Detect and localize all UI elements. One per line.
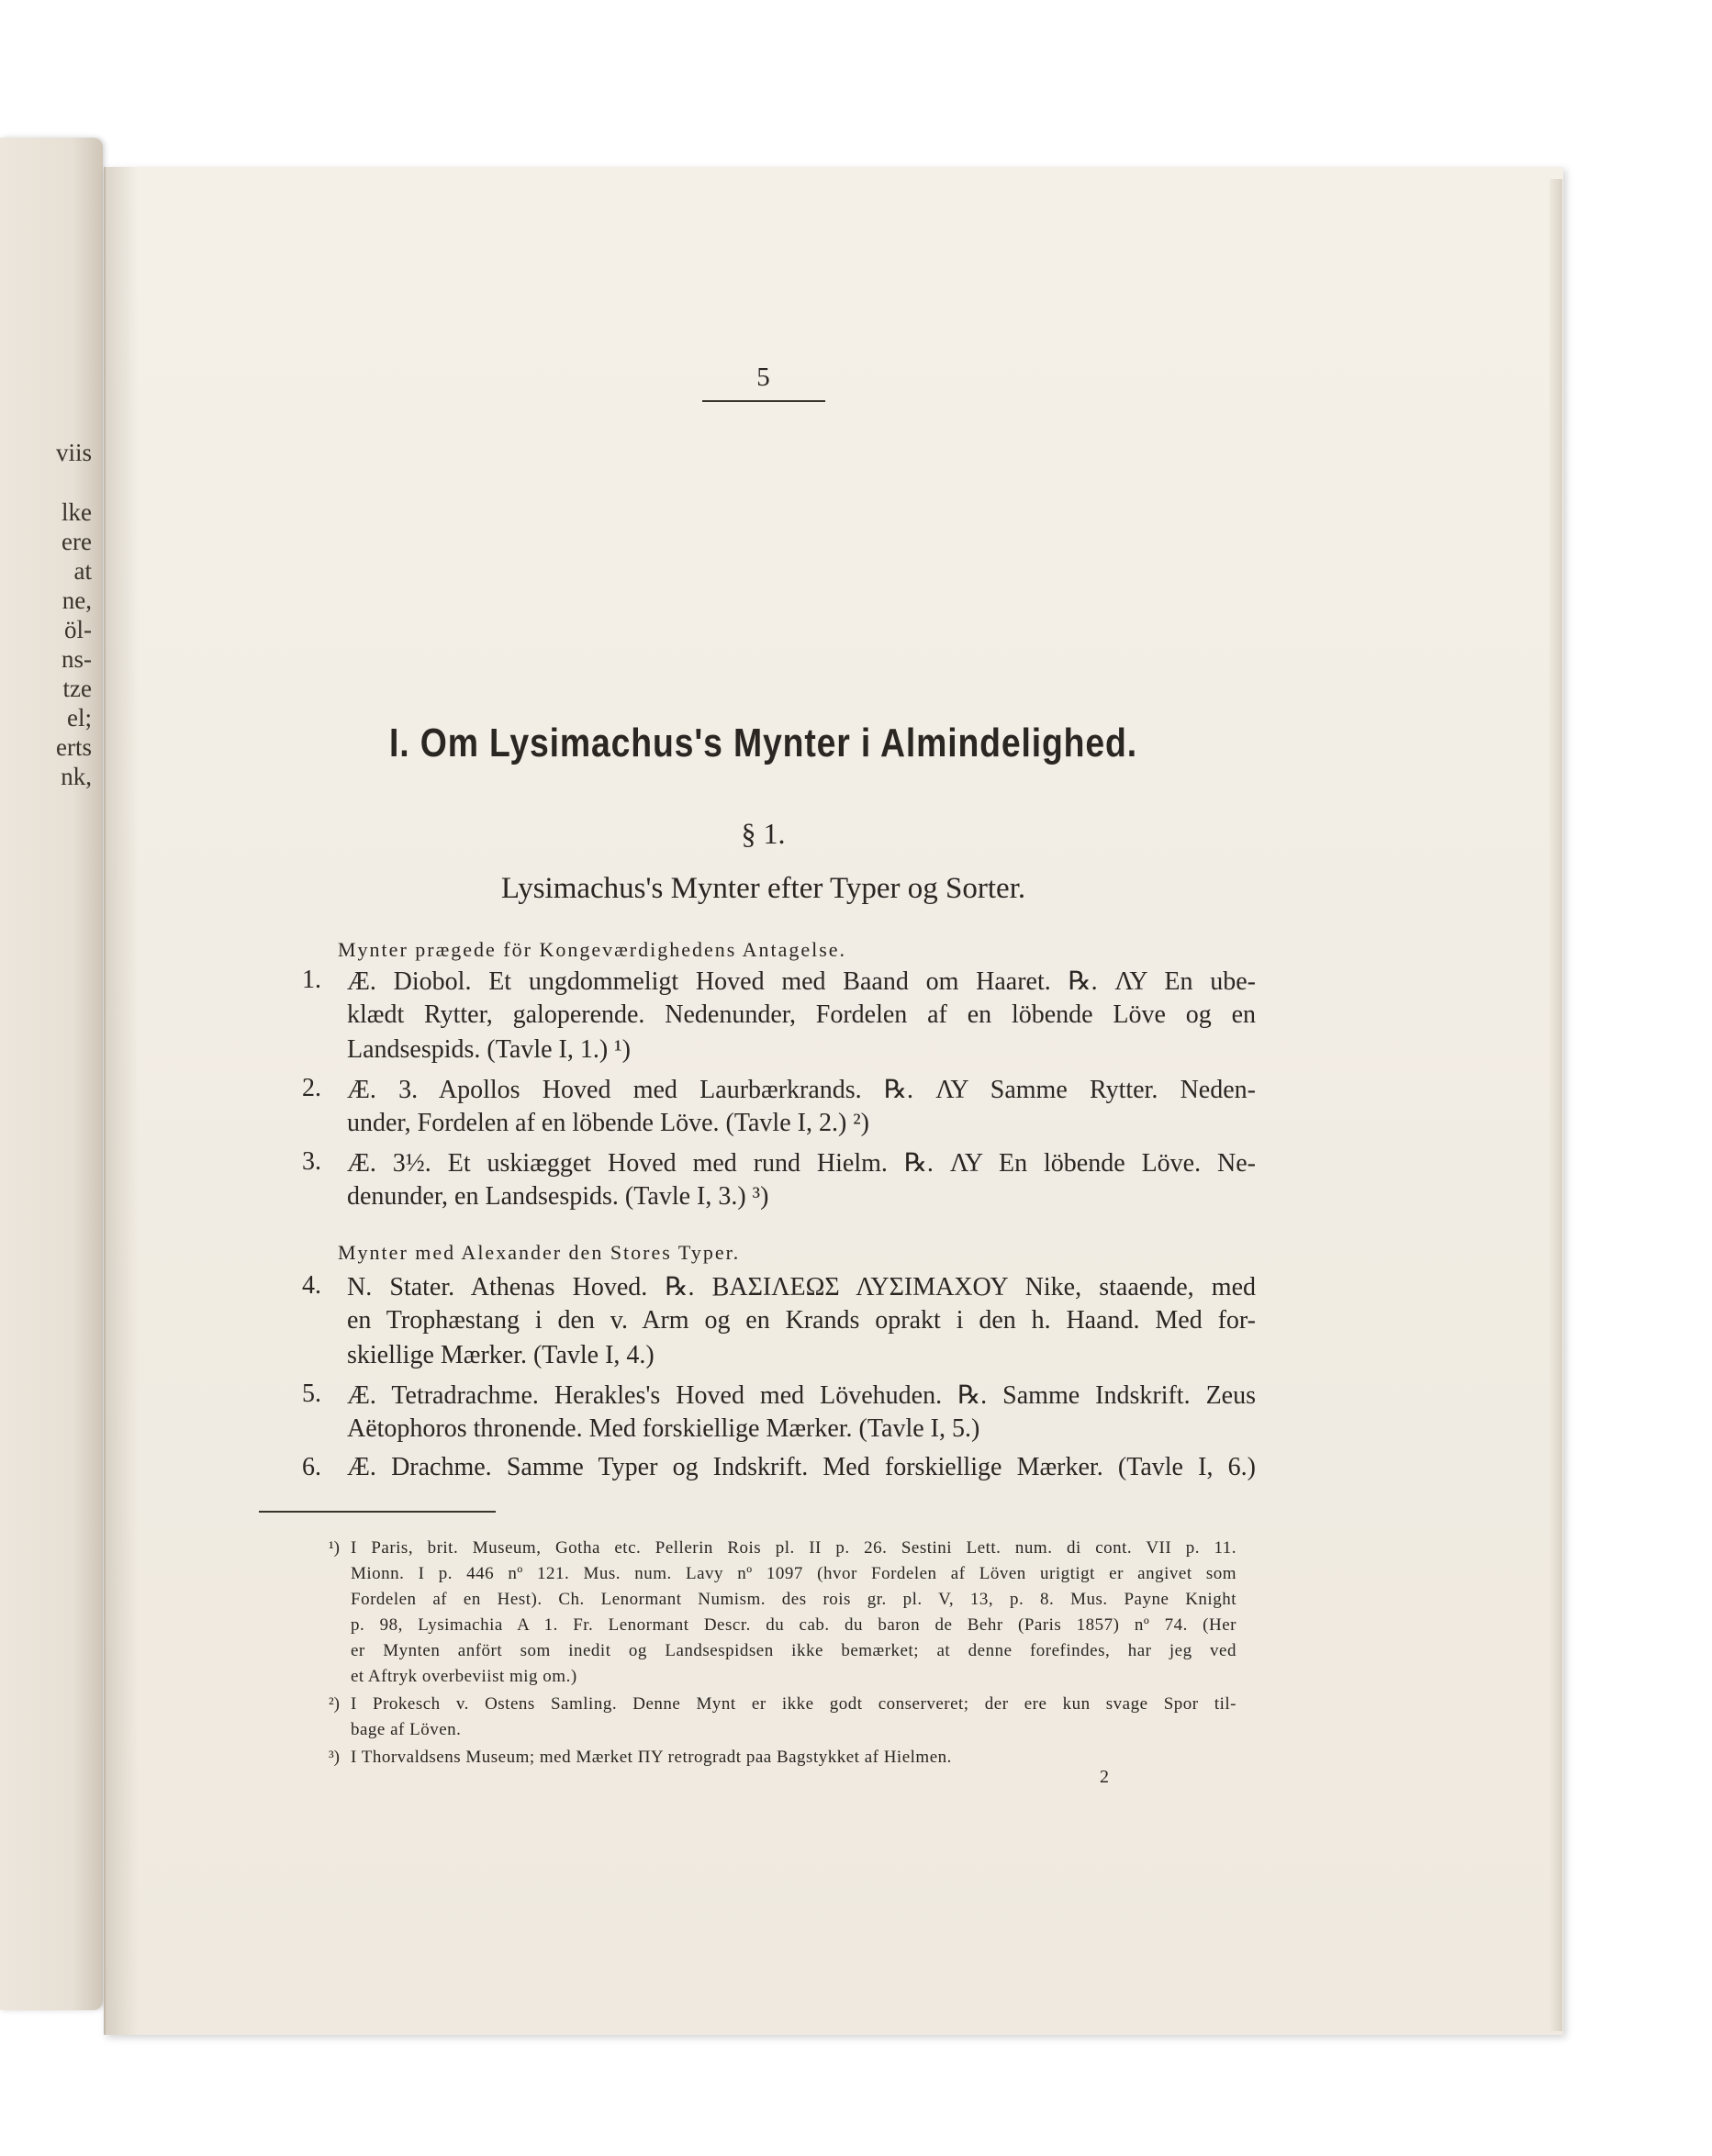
entry-line: N. Stater. Athenas Hoved. ℞. ΒΑΣΙΛΕΩΣ ΛΥΣΙΜΑΧΟΥ Nike, staaende, med [347, 1273, 1256, 1301]
entry-line: Æ. Diobol. Et ungdommeligt Hoved med Baand om Haaret. ℞. ΛΥ En ube- [347, 967, 1256, 996]
footnote-line: I Prokesch v. Ostens Samling. Denne Mynt er ikke godt conserveret; der ere kun svage Spor til- [351, 1694, 1236, 1714]
page-gutter-shadow [104, 167, 139, 2035]
chapter-heading: I. Om Lysimachus's Mynter i Almindelighed. [389, 721, 1137, 765]
footnote-line: Fordelen af en Hest). Ch. Lenormant Numism. des rois gr. pl. V, 13, p. 8. Mus. Payne Knight [351, 1590, 1236, 1609]
entry-line: Aëtophoros thronende. Med forskiellige Mærker. (Tavle I, 5.) [347, 1414, 980, 1443]
entry-line: Æ. Drachme. Samme Typer og Indskrift. Med forskiellige Mærker. (Tavle I, 6.) [347, 1453, 1256, 1481]
entry-line: en Trophæstang i den v. Arm og en Krands oprakt i den h. Haand. Med for- [347, 1306, 1256, 1335]
entry-line: skiellige Mærker. (Tavle I, 4.) [347, 1341, 655, 1369]
left-page-fragment: nk, [61, 763, 92, 790]
section-title: Lysimachus's Mynter efter Typer og Sorter. [500, 872, 1026, 905]
left-page-fragment: ns- [62, 645, 92, 673]
footnote-line: I Thorvaldsens Museum; med Mærket ΠΥ retrogradt paa Bagstykket af Hielmen. [351, 1748, 952, 1767]
footnote-rule [259, 1511, 496, 1513]
entry-line: denunder, en Landsespids. (Tavle I, 3.) ³) [347, 1182, 769, 1211]
left-page-fragment: ne, [62, 586, 92, 614]
left-page-fragment: tze [62, 675, 92, 702]
footnote-line: p. 98, Lysimachia A 1. Fr. Lenormant Descr. du cab. du baron de Behr (Paris 1857) nº 74. (Her [351, 1615, 1236, 1635]
entry-number: 5. [302, 1380, 321, 1408]
left-page-fragment: lke [62, 498, 92, 526]
subheading: Mynter med Alexander den Stores Typer. [338, 1241, 741, 1264]
footnote-line: Mionn. I p. 446 nº 121. Mus. num. Lavy nº 1097 (hvor Fordelen af Löven urigtigt er angivet som [351, 1564, 1236, 1583]
entry-line: Landsespids. (Tavle I, 1.) ¹) [347, 1035, 631, 1064]
left-facing-page [0, 138, 103, 2010]
signature-mark: 2 [1100, 1767, 1109, 1787]
footnote-number: ³) [328, 1748, 340, 1767]
subheading: Mynter prægede för Kongeværdighedens Antagelse. [338, 938, 847, 961]
page-number: 5 [756, 363, 770, 392]
left-page-fragment: öl- [64, 616, 92, 643]
entry-number: 4. [302, 1271, 321, 1300]
footnote-line: bage af Löven. [351, 1720, 462, 1739]
entry-number: 1. [302, 966, 321, 994]
entry-line: Æ. 3. Apollos Hoved med Laurbærkrands. ℞. ΛΥ Samme Rytter. Neden- [347, 1076, 1256, 1104]
entry-number: 6. [302, 1453, 321, 1481]
entry-line: Æ. Tetradrachme. Herakles's Hoved med Lövehuden. ℞. Samme Indskrift. Zeus [347, 1381, 1256, 1410]
entry-number: 2. [302, 1074, 321, 1102]
footnote-number: ²) [328, 1694, 340, 1714]
footnote-number: ¹) [328, 1538, 340, 1558]
footnote-line: I Paris, brit. Museum, Gotha etc. Pellerin Rois pl. II p. 26. Sestini Lett. num. di cont. VII p. 11. [351, 1538, 1236, 1558]
header-rule [702, 400, 825, 402]
footnote-line: et Aftryk overbeviist mig om.) [351, 1667, 577, 1686]
left-page-fragment: erts [56, 733, 92, 761]
entry-line: under, Fordelen af en löbende Löve. (Tavle I, 2.) ²) [347, 1109, 869, 1137]
left-page-fragment: el; [67, 704, 92, 732]
left-page-fragment: ere [62, 528, 92, 555]
entry-line: Æ. 3½. Et uskiægget Hoved med rund Hielm. ℞. ΛΥ En löbende Löve. Ne- [347, 1149, 1256, 1178]
footnote-line: er Mynten anfört som inedit og Landsespidsen ikke bemærket; at denne forefindes, har jeg ved [351, 1641, 1236, 1660]
page-edge [1550, 179, 1562, 2031]
entry-line: klædt Rytter, galoperende. Nedenunder, Fordelen af en löbende Löve og en [347, 1000, 1256, 1029]
section-number: § 1. [741, 817, 786, 850]
left-page-fragment: viis [55, 439, 92, 466]
left-page-fragment: at [73, 557, 92, 585]
entry-number: 3. [302, 1147, 321, 1176]
